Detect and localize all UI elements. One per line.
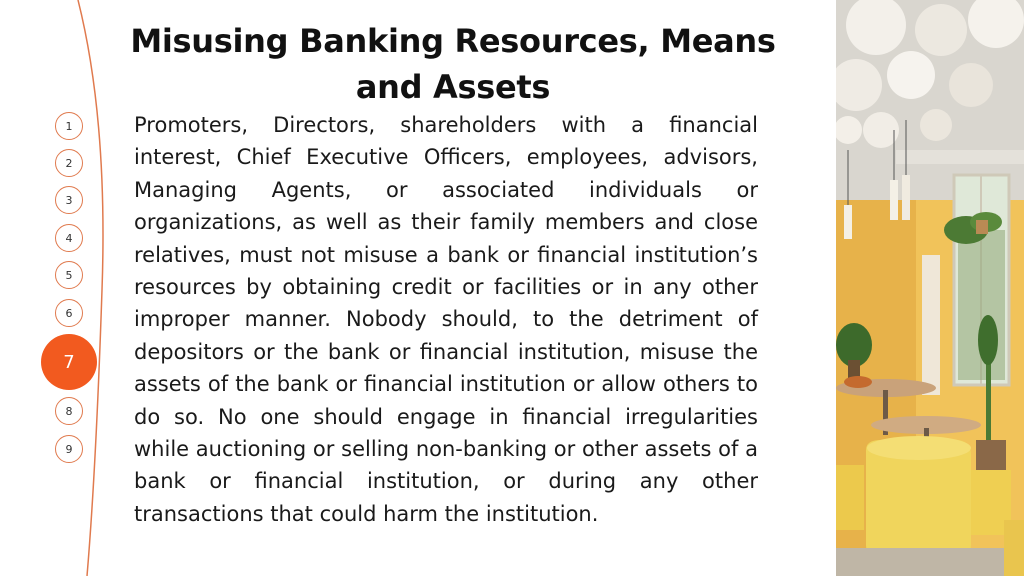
nav-item-2[interactable]: 2 xyxy=(55,149,83,177)
nav-item-8[interactable]: 8 xyxy=(55,397,83,425)
nav-item-5[interactable]: 5 xyxy=(55,261,83,289)
body-paragraph: Promoters, Directors, shareholders with a financial interest, Chief Executive Officers, employees, advisors, Managing Agents, or associated individuals or organizations, as well as their family members and close relatives, must not misuse a bank or financial institution’s resources by obtaining credit or facilities or in any other improper manner. Nobody should, to the detriment of depositors or the bank or financial institution, misuse the assets of the bank or financial institution or allow others to do so. No one should engage in financial irregularities while auctioning or selling non-banking or other assets of a bank or financial institution, or during any other transactions that could harm the institution. xyxy=(134,113,758,526)
nav-item-4[interactable]: 4 xyxy=(55,224,83,252)
interior-photo xyxy=(836,0,1024,576)
nav-item-9[interactable]: 9 xyxy=(55,435,83,463)
slide-title: Misusing Banking Resources, Means and Assets xyxy=(130,22,776,106)
nav-item-7-active[interactable]: 7 xyxy=(41,334,97,390)
nav-item-1[interactable]: 1 xyxy=(55,112,83,140)
nav-item-6[interactable]: 6 xyxy=(55,299,83,327)
nav-item-3[interactable]: 3 xyxy=(55,186,83,214)
